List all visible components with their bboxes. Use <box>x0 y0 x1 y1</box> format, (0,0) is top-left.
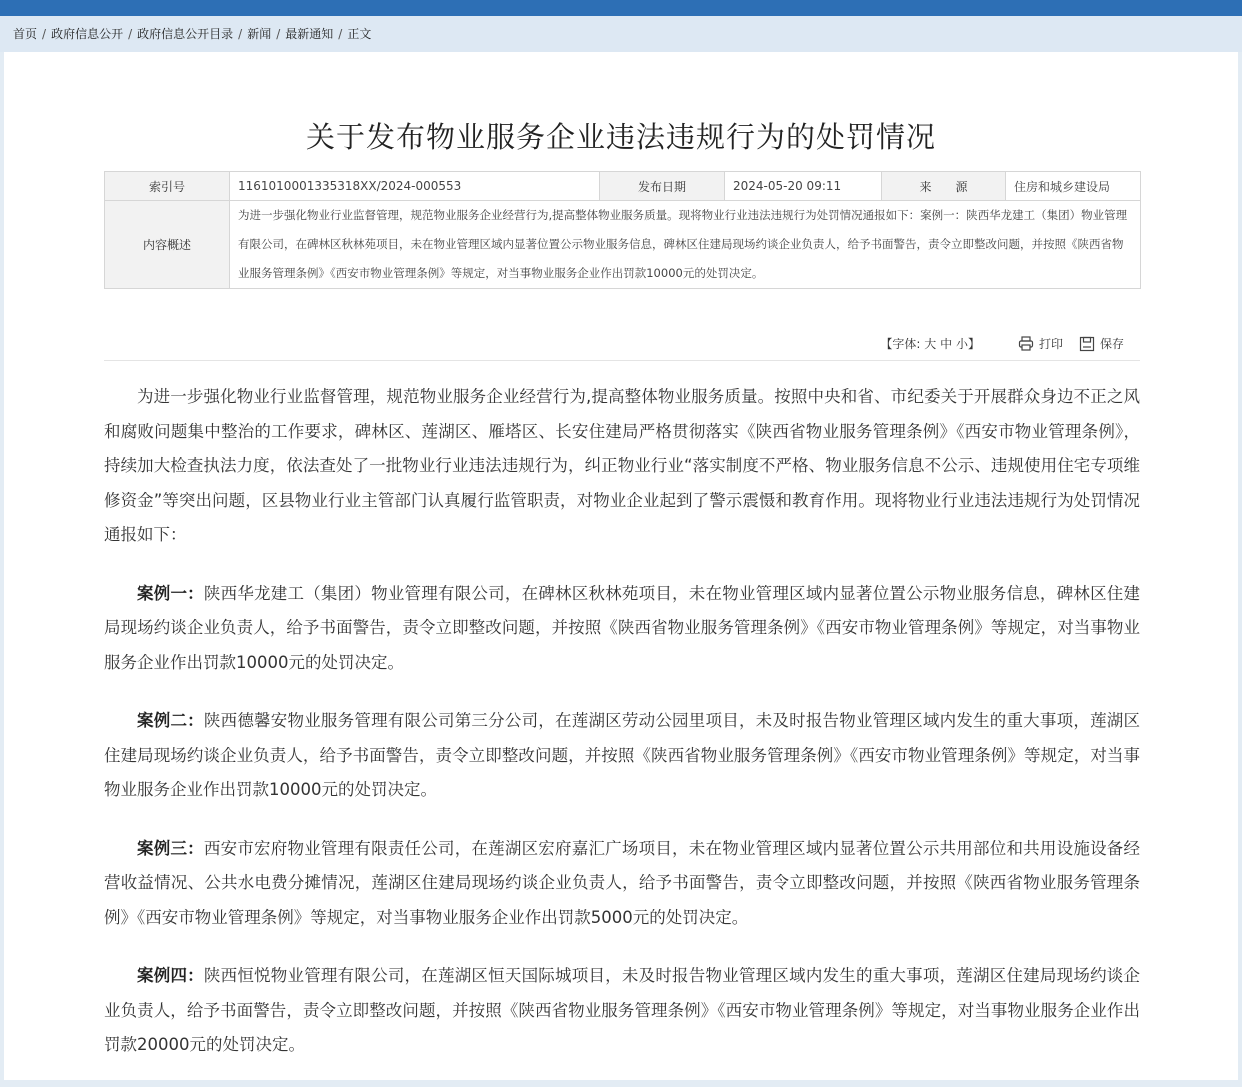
breadcrumb-separator: / <box>338 27 343 41</box>
case-paragraph <box>104 577 1140 681</box>
breadcrumb-separator: / <box>238 27 243 41</box>
breadcrumb-news[interactable]: 新闻 <box>247 27 272 41</box>
publish-date-label: 发布日期 <box>600 172 725 201</box>
summary-label: 内容概述 <box>105 201 230 289</box>
article-page <box>4 52 1238 1080</box>
print-button[interactable] <box>1018 335 1063 352</box>
source-label: 来 源 <box>882 172 1006 201</box>
case-label: 案例二： <box>137 711 204 730</box>
article-body <box>104 380 1140 1087</box>
print-label: 打印 <box>1038 337 1063 351</box>
breadcrumb-separator: / <box>276 27 281 41</box>
save-icon <box>1079 336 1095 352</box>
case-label: 案例三： <box>137 838 204 858</box>
page-title: 关于发布物业服务企业违法违规行为的处罚情况 <box>305 120 936 154</box>
breadcrumb-separator: / <box>42 27 47 41</box>
index-number-value: 1161010001335318XX/2024-000553 <box>230 172 600 201</box>
top-banner-strip <box>0 0 1242 16</box>
breadcrumb-gov-info[interactable]: 政府信息公开 <box>51 27 124 41</box>
breadcrumb-separator: / <box>128 27 133 41</box>
index-number-label: 索引号 <box>105 172 230 201</box>
breadcrumb-home[interactable]: 首页 <box>13 27 38 41</box>
font-size-prefix: 【字体: <box>880 337 921 351</box>
font-size-suffix: 】 <box>967 337 980 351</box>
save-button[interactable] <box>1079 335 1124 352</box>
printer-icon <box>1018 336 1034 351</box>
article-toolbar <box>880 335 1124 352</box>
metadata-table <box>104 171 1141 289</box>
case-paragraph <box>104 704 1140 808</box>
summary-value: 为进一步强化物业行业监督管理，规范物业服务企业经营行为,提高整体物业服务质量。现将物业行业违法违规行为处罚情况通报如下：案例一：陕西华龙建工（集团）物业管理有限公司，在碑林区秋林苑项目，未在物业管理区域内显著位置公示物业服务信息，碑林区住建局现场约谈企业负责人，给予书面警告，责令立即整改问题，并按照《陕西省物业服务管理条例》《西安市物业管理条例》等规定，对当事物业服务企业作出罚款10000元的处罚决定。 <box>230 201 1141 289</box>
case-paragraph <box>104 959 1140 1063</box>
case-text: 陕西华龙建工（集团）物业管理有限公司，在碑林区秋林苑项目，未在物业管理区域内显著位置公示物业服务信息，碑林区住建局现场约谈企业负责人，给予书面警告，责令立即整改问题，并按照《陕西省物业服务管理条例》《西安市物业管理条例》等规定，对当事物业服务企业作出罚款10000元的处罚决定。 <box>104 583 1141 672</box>
intro-paragraph: 为进一步强化物业行业监督管理，规范物业服务企业经营行为,提高整体物业服务质量。按照中央和省、市纪委关于开展群众身边不正之风和腐败问题集中整治的工作要求，碑林区、莲湖区、雁塔区、长安住建局严格贯彻落实《陕西省物业服务管理条例》《西安市物业管理条例》，持续加大检查执法力度，依法查处了一批物业行业违法违规行为，纠正物业行业“落实制度不严格、物业服务信息不公示、违规使用住宅专项维修资金”等突出问题，区县物业行业主管部门认真履行监管职责，对物业企业起到了警示震慑和教育作用。现将物业行业违法违规行为处罚情况通报如下： <box>104 387 1140 544</box>
case-text: 西安市宏府物业管理有限责任公司，在莲湖区宏府嘉汇广场项目，未在物业管理区域内显著位置公示共用部位和共用设施设备经营收益情况、公共水电费分摊情况，莲湖区住建局现场约谈企业负责人，给予书面警告，责令立即整改问题，并按照《陕西省物业服务管理条例》《西安市物业管理条例》等规定，对当事物业服务企业作出罚款5000元的处罚决定。 <box>104 838 1141 927</box>
save-label: 保存 <box>1099 337 1124 351</box>
font-size-medium[interactable]: 中 <box>940 337 953 351</box>
font-size-small[interactable]: 小 <box>955 337 968 351</box>
breadcrumb-bar <box>0 16 1242 52</box>
case-label: 案例一： <box>137 583 204 603</box>
divider <box>104 360 1140 361</box>
breadcrumb-current: 正文 <box>347 27 372 41</box>
case-text: 陕西德馨安物业服务管理有限公司第三分公司，在莲湖区劳动公园里项目，未及时报告物业管理区域内发生的重大事项，莲湖区住建局现场约谈企业负责人，给予书面警告，责令立即整改问题，并按照《陕西省物业服务管理条例》《西安市物业管理条例》等规定，对当事物业服务企业作出罚款10000元的处罚决定。 <box>104 711 1141 799</box>
font-size-control <box>880 335 980 352</box>
breadcrumb-latest-notice[interactable]: 最新通知 <box>285 27 334 41</box>
case-paragraph <box>104 832 1140 936</box>
font-size-large[interactable]: 大 <box>924 337 937 351</box>
publish-date-value: 2024-05-20 09:11 <box>725 172 882 201</box>
source-value: 住房和城乡建设局 <box>1006 172 1141 201</box>
breadcrumb <box>13 16 371 52</box>
breadcrumb-gov-info-catalog[interactable]: 政府信息公开目录 <box>137 27 234 41</box>
case-label: 案例四： <box>137 966 204 985</box>
case-text: 陕西恒悦物业管理有限公司，在莲湖区恒天国际城项目，未及时报告物业管理区域内发生的重大事项，莲湖区住建局现场约谈企业负责人，给予书面警告，责令立即整改问题，并按照《陕西省物业服务管理条例》《西安市物业管理条例》等规定，对当事物业服务企业作出罚款20000元的处罚决定。 <box>104 966 1141 1054</box>
